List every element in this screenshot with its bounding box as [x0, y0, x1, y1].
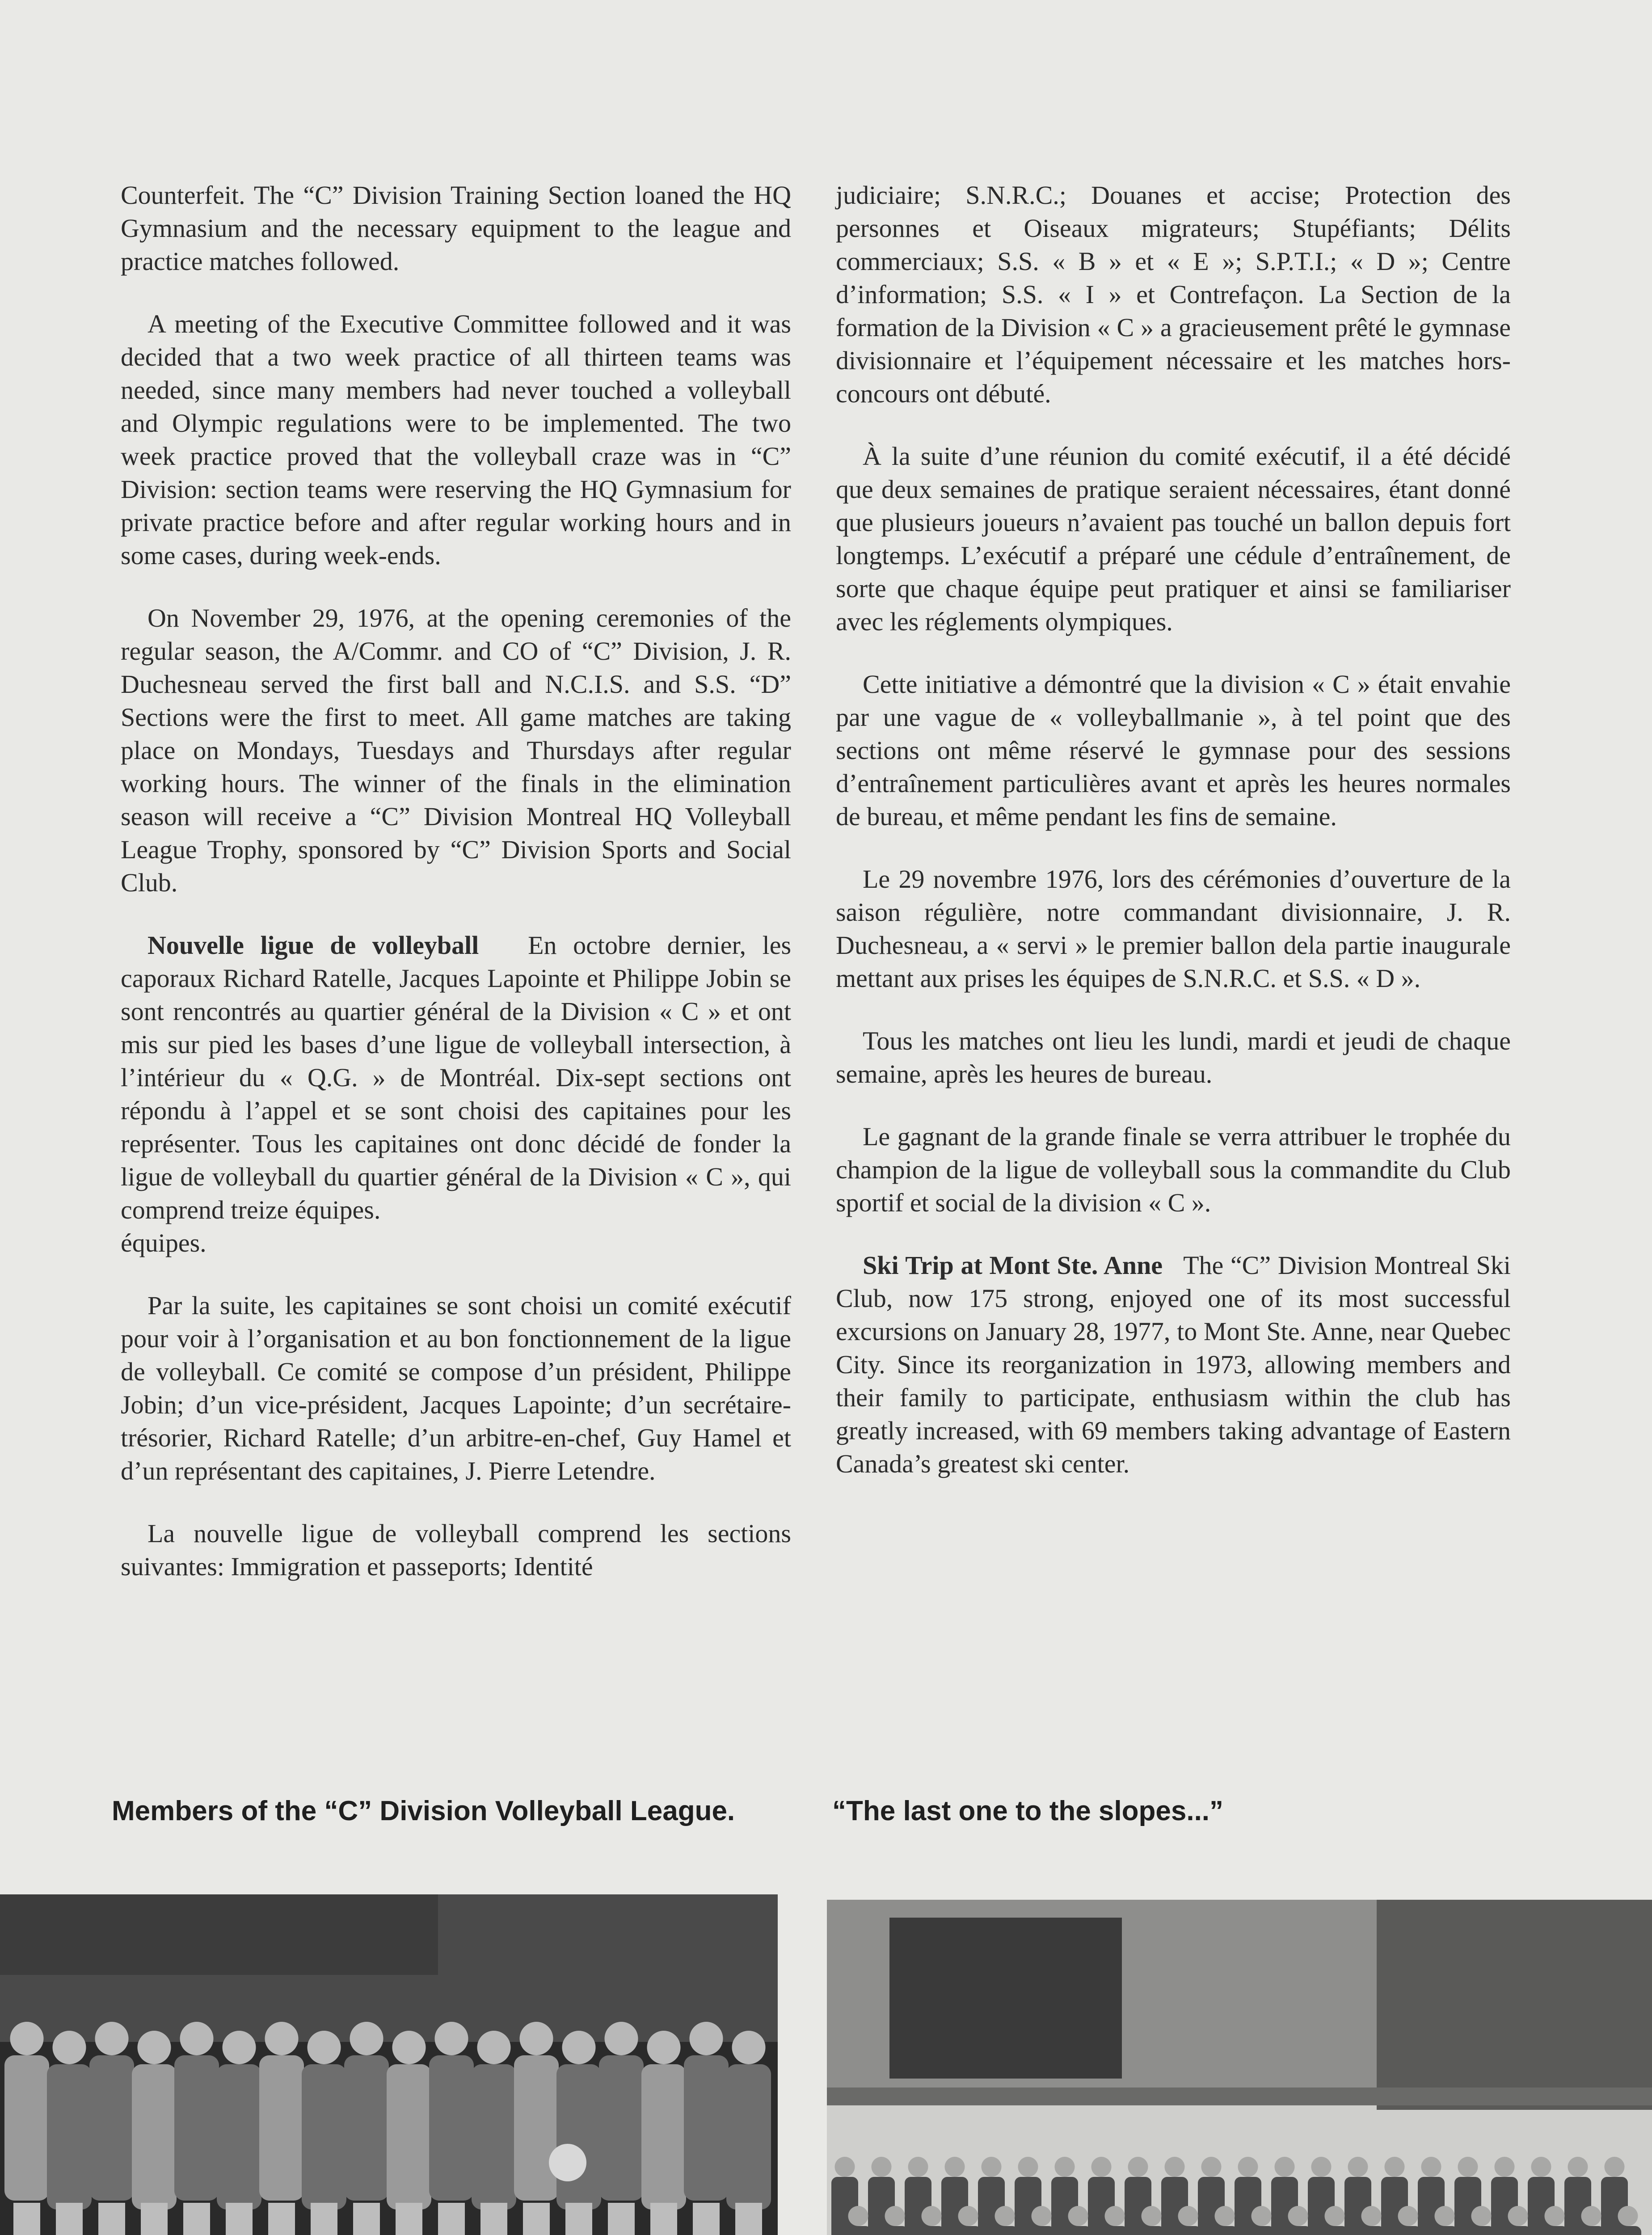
paragraph: A meeting of the Executive Committee followed and it was decided that a two week practice of all thirteen teams was needed, since many members had never touched a volleyball and Olympic regulations were to be implemented. The two week practice proved that the volleyball craze was in “C” Division: section teams were reserving the HQ Gymnasium for private practice before and after regular working hours and in some cases, during week-ends.: [121, 309, 791, 570]
section-heading: Nouvelle ligue de volleyball: [148, 931, 479, 960]
paragraph: Counterfeit. The “C” Division Training Section loaned the HQ Gymnasium and the necessary equipment to the league and practice matches followed.: [121, 181, 791, 276]
paragraph: La nouvelle ligue de volleyball comprend les sections suivantes: Immigration et passeports; Identité: [121, 1519, 791, 1581]
paragraph-ski-trip: [836, 1249, 1511, 1480]
volleyball-team-photo: [0, 1894, 778, 2235]
ski-group-photo: [827, 1900, 1652, 2235]
paragraph: Tous les matches ont lieu les lundi, mardi et jeudi de chaque semaine, après les heures de bureau.: [836, 1026, 1511, 1088]
paragraph-text: The “C” Division Montreal Ski Club, now 175 strong, enjoyed one of its most successful excursions on January 28, 1977, to Mont Ste. Anne, near Quebec City. Since its reorganization in 1973, allowing members and their family to participate, enthusiasm within the club has greatly increased, with 69 members taking advantage of Eastern Canada’s greatest ski center.: [836, 1251, 1511, 1478]
paragraph: On November 29, 1976, at the opening ceremonies of the regular season, the A/Commr. and CO of “C” Division, J. R. Duchesneau served the first ball and N.C.I.S. and S.S. “D” Sections were the first to meet. All game matches are taking place on Mondays, Tuesdays and Thursdays after regular working hours. The winner of the finals in the elimination season will receive a “C” Division Montreal HQ Volleyball League Trophy, sponsored by “C” Division Sports and Social Club.: [121, 603, 791, 897]
left-column: [121, 179, 791, 1613]
paragraph-tail: équipes.: [121, 1228, 206, 1257]
paragraph: Cette initiative a démontré que la division « C » était envahie par une vague de « volleyballmanie », à tel point que des sections ont même réservé le gymnase pour des sessions d’entraînement particulières avant et après les heures normales de bureau, et même pendant les fins de semaine.: [836, 670, 1511, 831]
paragraph-nouvelle-ligue: [121, 929, 791, 1260]
right-column: [836, 179, 1511, 1510]
paragraph-text: En octobre dernier, les caporaux Richard Ratelle, Jacques Lapointe et Philippe Jobin se sont rencontrés au quartier général de la Division « C » et ont mis sur pied les bases d’une ligue de volleyball intersection, à l’intérieur du « Q.G. » de Montréal. Dix-sept sections ont répondu à l’appel et se sont choisi des capitaines pour les représenter. Tous les capitaines ont donc décidé de fonder la ligue de volleyball du quartier général de la Division « C », qui comprend treize équipes.: [121, 931, 792, 1224]
photo-caption-volleyball: Members of the “C” Division Volleyball League.: [112, 1796, 735, 1826]
section-heading: Ski Trip at Mont Ste. Anne: [863, 1251, 1163, 1280]
volleyball-ball: [549, 2144, 586, 2181]
paragraph: À la suite d’une réunion du comité exécutif, il a été décidé que deux semaines de pratique seraient nécessaires, étant donné que plusieurs joueurs n’avaient pas touché un ballon depuis fort longtemps. L’exécutif a préparé une cédule d’entraînement, de sorte que chaque équipe peut pratiquer et ainsi se familiariser avec les réglements olympiques.: [836, 442, 1511, 636]
paragraph: Le gagnant de la grande finale se verra attribuer le trophée du champion de la ligue de volleyball sous la commandite du Club sportif et social de la division « C ».: [836, 1122, 1511, 1217]
ski-photo-graphic: [827, 1900, 1652, 2235]
volleyball-photo-graphic: [0, 1894, 778, 2235]
photo-caption-ski: “The last one to the slopes...”: [832, 1796, 1224, 1826]
paragraph: Par la suite, les capitaines se sont choisi un comité exécutif pour voir à l’organisation et au bon fonctionnement de la ligue de volleyball. Ce comité se compose d’un président, Philippe Jobin; d’un vice-président, Jacques Lapointe; d’un secrétaire-trésorier, Richard Ratelle; d’un arbitre-en-chef, Guy Hamel et d’un représentant des capitaines, J. Pierre Letendre.: [121, 1291, 791, 1485]
paragraph: judiciaire; S.N.R.C.; Douanes et accise; Protection des personnes et Oiseaux migrateurs; Stupéfiants; Délits commerciaux; S.S. « B » et « E »; S.P.T.I.; « D »; Centre d’information; S.S. « I » et Contrefaçon. La Section de la formation de la Division « C » a gracieusement prêté le gymnase divisionnaire et l’équipement nécessaire et les matches hors-concours ont débuté.: [836, 181, 1511, 408]
paragraph: Le 29 novembre 1976, lors des cérémonies d’ouverture de la saison régulière, notre commandant divisionnaire, J. R. Duchesneau, a « servi » le premier ballon dela partie inaugurale mettant aux prises les équipes de S.N.R.C. et S.S. « D ».: [836, 864, 1511, 993]
